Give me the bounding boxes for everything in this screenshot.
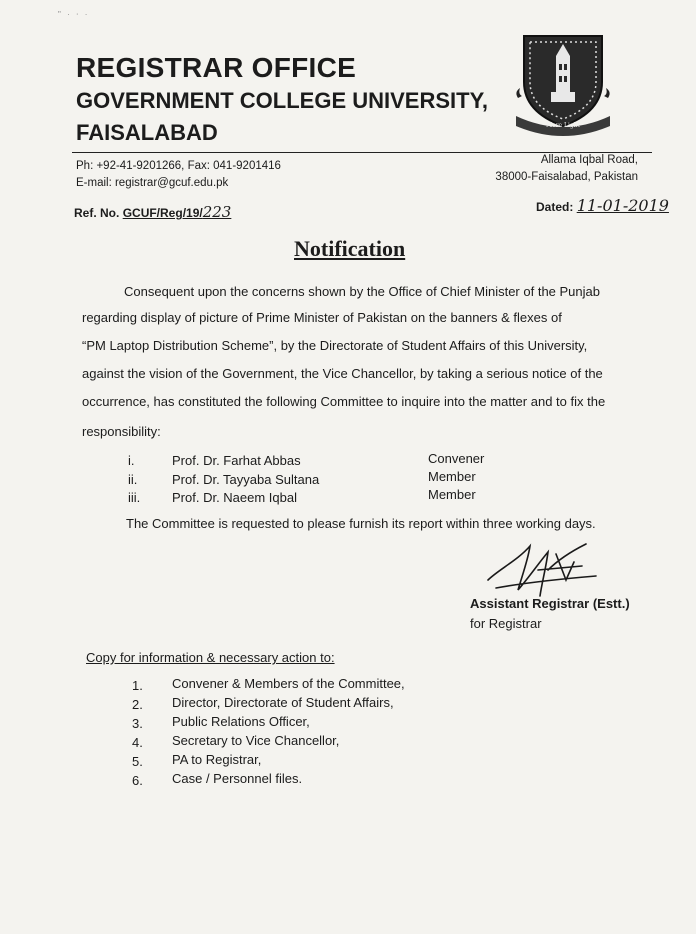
- scan-mark: " · ‧ ·: [58, 10, 90, 19]
- copy-heading: Copy for information & necessary action to:: [86, 650, 335, 665]
- city-heading: FAISALABAD: [76, 120, 218, 145]
- closing-request: The Committee is requested to please furnish its report within three working days.: [126, 516, 596, 531]
- committee-role: Convener: [428, 451, 485, 466]
- copy-item-text: Public Relations Officer,: [172, 714, 310, 729]
- committee-role: Member: [428, 469, 476, 484]
- copy-item-num: 3.: [132, 716, 143, 731]
- copy-item-text: Director, Directorate of Student Affairs,: [172, 695, 394, 710]
- body-line: responsibility:: [82, 424, 161, 439]
- copy-item-num: 5.: [132, 754, 143, 769]
- copy-item-num: 6.: [132, 773, 143, 788]
- header-divider: [72, 152, 652, 153]
- university-heading: GOVERNMENT COLLEGE UNIVERSITY,: [76, 88, 488, 113]
- body-line: against the vision of the Government, the Vice Chancellor, by taking a serious notice of the: [82, 366, 603, 381]
- date-label: Dated:: [536, 200, 574, 214]
- committee-name: Prof. Dr. Naeem Iqbal: [172, 490, 297, 505]
- crest-motto: More Light: [545, 122, 581, 129]
- copy-item-text: Secretary to Vice Chancellor,: [172, 733, 340, 748]
- body-line: Consequent upon the concerns shown by the Office of Chief Minister of the Punjab: [124, 284, 600, 299]
- date-field: [536, 196, 669, 215]
- address-line-2: 38000-Faisalabad, Pakistan: [495, 171, 638, 183]
- reference-label: Ref. No.: [74, 206, 120, 220]
- copy-item-text: Case / Personnel files.: [172, 771, 303, 786]
- copy-item-num: 2.: [132, 697, 143, 712]
- office-heading: REGISTRAR OFFICE: [76, 52, 357, 83]
- reference-prefix: GCUF/Reg/19/: [122, 206, 203, 220]
- notification-title: Notification: [294, 236, 406, 261]
- phone-fax: Ph: +92-41-9201266, Fax: 041-9201416: [76, 160, 281, 172]
- email: E-mail: registrar@gcuf.edu.pk: [76, 177, 229, 189]
- committee-role: Member: [428, 487, 476, 502]
- address-line-1: Allama Iqbal Road,: [540, 154, 638, 166]
- committee-num: ii.: [128, 472, 138, 487]
- committee-num: iii.: [128, 490, 141, 505]
- date-value: 11-01-2019: [576, 196, 669, 215]
- committee-num: i.: [128, 453, 135, 468]
- copy-item-text: Convener & Members of the Committee,: [172, 676, 405, 691]
- body-line: occurrence, has constituted the following Committee to inquire into the matter and to fix the: [82, 394, 606, 409]
- copy-item-num: 4.: [132, 735, 143, 750]
- signatory-subtitle: for Registrar: [470, 616, 542, 631]
- signatory-title: Assistant Registrar (Estt.): [470, 596, 630, 611]
- committee-name: Prof. Dr. Tayyaba Sultana: [172, 472, 320, 487]
- body-line: “PM Laptop Distribution Scheme”, by the Directorate of Student Affairs of this University,: [82, 338, 588, 353]
- committee-name: Prof. Dr. Farhat Abbas: [172, 453, 301, 468]
- body-line: regarding display of picture of Prime Minister of Pakistan on the banners & flexes of: [82, 310, 562, 325]
- reference-handwritten: 223: [202, 203, 232, 221]
- copy-item-num: 1.: [132, 678, 143, 693]
- reference-number: [74, 203, 231, 221]
- copy-item-text: PA to Registrar,: [172, 752, 262, 767]
- university-crest-icon: [510, 28, 616, 136]
